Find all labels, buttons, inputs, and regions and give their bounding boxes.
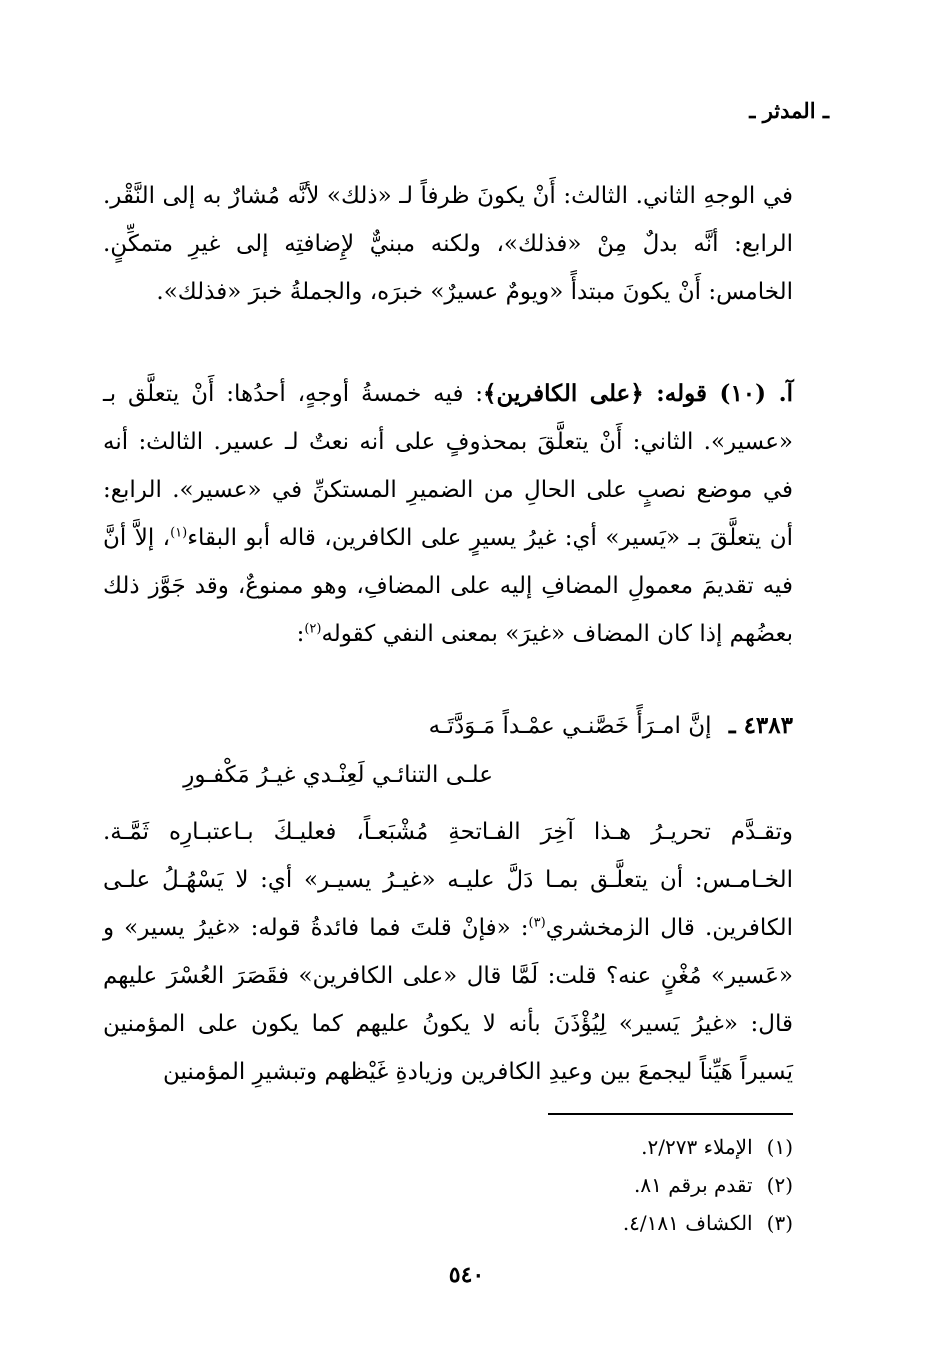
- footnote-number: (٣): [766, 1211, 793, 1235]
- paragraph-3: [103, 808, 793, 1096]
- footnote-text: الكشاف ٤/١٨١.: [622, 1211, 753, 1235]
- verse-hemistich-1: إنَّ امـرَأً خَصَّنـي عمْـداً مَـوَدَّتَـه: [428, 713, 712, 739]
- paragraph-3-text: [103, 808, 793, 1096]
- footnotes: [103, 1128, 793, 1242]
- footnote-number: (٢): [766, 1173, 793, 1197]
- paragraph-2-body-c: :: [296, 621, 305, 647]
- page-number: ٥٤٠: [448, 1262, 485, 1288]
- verse-hemistich-2: علـى التنائـي لَعِنْـدي غيـرُ مَكْفـورِ: [183, 762, 493, 788]
- paragraph-2-text: [103, 370, 793, 658]
- verse-number: ٤٣٨٣ ـ: [728, 712, 793, 739]
- poetry-verse-line-2: [103, 762, 793, 788]
- paragraph-1: [103, 172, 793, 316]
- footnote-marker-1: (١): [170, 525, 188, 541]
- footnote-number: (١): [766, 1135, 793, 1159]
- poetry-verse-line-1: [103, 712, 793, 739]
- paragraph-2-body-b: ، إلاَّ أنَّ فيه تقديمَ معمولِ المضافِ إليه على المضافِ، وهو ممنوعٌ، وقد جَوَّز ذلك بعضُهم إذا كان المضاف «غيرَ» بمعنى النفي كقوله: [103, 525, 793, 647]
- paragraph-2: [103, 370, 793, 658]
- paragraph-2-body-a: : فيه خمسةُ أوجهٍ، أحدُها: أَنْ يتعلَّق بـ «عسير». الثاني: أَنْ يتعلَّقَ بمحذوفٍ على أنه نعتٌ لـ عسير. الثالث: أنه في موضع نصبٍ على الحالِ من الضميرِ المستكنِّ في «عسير». الرابع: أن يتعلَّقَ بـ «يَسير» أي: غيرُ يسيرٍ على الكافرين، قاله أبو البقاء: [103, 381, 793, 551]
- footnote-text: تقدم برقم ٨١.: [634, 1173, 753, 1197]
- footnote-1: [103, 1128, 793, 1166]
- footnote-divider: [548, 1113, 793, 1115]
- verse-reference-heading: آ. (١٠) قوله: ﴿على الكافرين﴾: [483, 380, 794, 407]
- footnote-marker-3: (٣): [528, 915, 546, 931]
- paragraph-3-text-b: : «فإنْ قلتَ فما فائدةُ قوله: «غيرُ يسير» و «عَسير» مُغْنٍ عنه؟ قلت: لَمَّا قال «على الكافرين» فقَصَرَ العُسْرَ عليهم قال: «غيرُ يَسير» لِيُؤْذَنَ بأنه لا يكونُ عليهم كما يكون على المؤمنين يَسيراً هَيِّناً ليجمعَ بين وعيدِ الكافرين وزيادةِ غَيْظهم وتبشيرِ المؤمنين: [103, 915, 793, 1085]
- footnote-2: [103, 1166, 793, 1204]
- paragraph-3-text-a: وتقـدَّم تحريـرُ هـذا آخِرَ الفـاتحةِ مُشْبَعـاً، فعليـكَ بـاعتبـارِه ثَمَّـة. الخـامـس: أن يتعلَّـق بمـا دَلَّ عليـه «غيـرُ يسيـر» أي: لا يَسْهُـلُ علـى الكافرين. قال الزمخشري: [103, 819, 793, 941]
- paragraph-1-text: في الوجهِ الثاني. الثالث: أَنْ يكونَ ظرفاً لـ «ذلك» لأنَّه مُشارٌ به إلى النَّقْر. الرابع: أنَّه بدلٌ مِنْ «فذلك»، ولكنه مبنيٌّ لإِضافتِه إلى غيرِ متمكِّنٍ. الخامس: أَنْ يكونَ مبتدأً «ويومٌ عسيرٌ» خبرَه، والجملةُ خبرَ «فذلك».: [103, 183, 793, 305]
- footnote-3: [103, 1204, 793, 1242]
- footnote-text: الإملاء ٢/٢٧٣.: [641, 1135, 753, 1159]
- running-header: ـ المدثر ـ: [749, 98, 829, 123]
- footnote-marker-2: (٢): [304, 621, 322, 637]
